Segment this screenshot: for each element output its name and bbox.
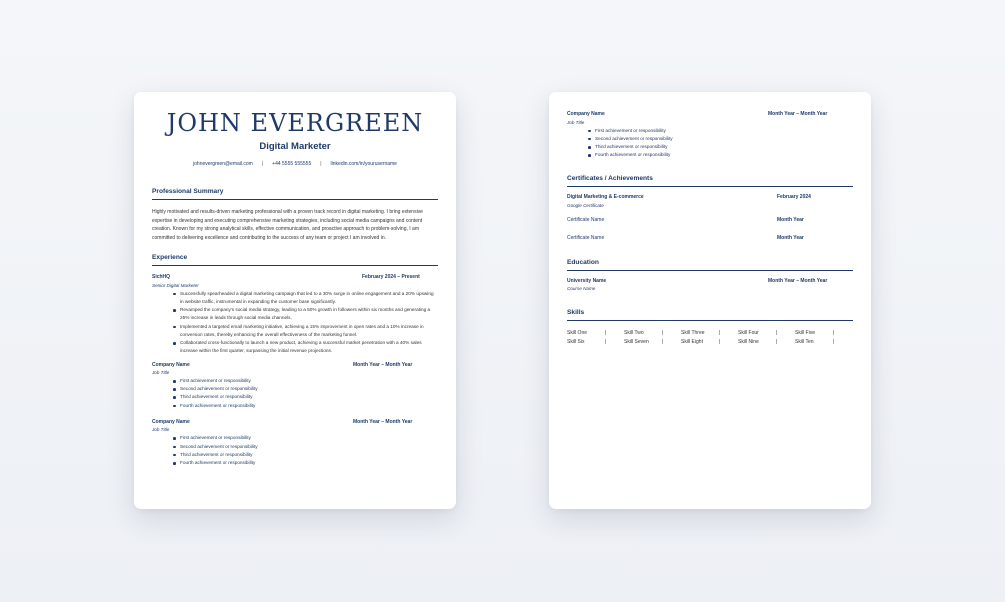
resume-page-2 xyxy=(549,92,871,509)
job-date: Month Year – Month Year xyxy=(353,361,413,368)
certificate-name: Certificate Name xyxy=(567,216,605,223)
job-bullet: Successfully spearheaded a digital marketing campaign that led to a 30% surge in online engagement and a 20% upswing in website traffic, instrumental in expanding the customer base significantly. xyxy=(173,290,438,306)
university-name: University Name xyxy=(567,277,607,284)
certificate-date: Month Year xyxy=(777,234,804,241)
education-heading: Education xyxy=(567,259,853,271)
job-bullet: Collaborated cross-functionally to launch a new product, achieving a successful market penetration with a 40% sales increase within the first quarter, surpassing the initial revenue projections. xyxy=(173,339,438,355)
job-company: Company Name xyxy=(567,111,605,117)
summary-heading: Professional Summary xyxy=(152,188,438,200)
contact-separator: | xyxy=(320,161,322,167)
education-date: Month Year – Month Year xyxy=(768,277,828,284)
job-bullet: First achievement or responsibility xyxy=(173,434,438,442)
course-name: Course Name xyxy=(567,286,596,292)
job-company: Company Name xyxy=(152,418,190,425)
education-entry xyxy=(567,278,853,292)
certificate-date: February 2024 xyxy=(777,194,811,201)
skill-item: Skill Ten | xyxy=(795,339,834,346)
certificates-heading: Certificates / Achievements xyxy=(567,175,853,187)
job-date: Month Year – Month Year xyxy=(768,111,828,117)
certificate-entry xyxy=(567,235,853,241)
skill-item: Skill Eight | xyxy=(681,339,720,346)
skill-item: Skill Seven | xyxy=(624,339,663,346)
candidate-role: Digital Marketer xyxy=(259,141,331,152)
job-bullet: First achievement or responsibility xyxy=(588,127,853,135)
job-bullet: Second achievement or responsibility xyxy=(588,135,853,143)
skills-heading: Skills xyxy=(567,309,853,321)
skill-item: Skill Nine | xyxy=(738,339,777,346)
job-title: Job Title xyxy=(152,427,170,433)
job-entry xyxy=(152,419,438,467)
job-date: Month Year – Month Year xyxy=(353,418,413,425)
job-bullet: Fourth achievement or responsibility xyxy=(173,459,438,467)
job-date: February 2024 – Present xyxy=(362,274,420,281)
certificate-issuer: Google Certificate xyxy=(567,202,604,208)
job-title: Senior Digital Marketer xyxy=(152,282,199,288)
experience-heading: Experience xyxy=(152,254,438,266)
job-entry xyxy=(567,111,853,159)
job-company: Company Name xyxy=(152,361,190,368)
job-bullet: Fourth achievement or responsibility xyxy=(173,402,438,410)
job-bullet: Third achievement or responsibility xyxy=(173,393,438,401)
certificate-entry xyxy=(567,217,853,223)
job-bullet: Second achievement or responsibility xyxy=(173,385,438,393)
resume-page-1 xyxy=(134,92,456,509)
job-bullet: Third achievement or responsibility xyxy=(588,143,853,151)
contact-linkedin[interactable]: linkedin.com/in/yourusername xyxy=(330,161,397,167)
job-company: SichHQ xyxy=(152,274,171,281)
job-bullet: Fourth achievement or responsibility xyxy=(588,151,853,159)
certificate-name: Digital Marketing & E-commerce xyxy=(567,194,644,201)
skill-item: Skill One | xyxy=(567,330,606,337)
job-entry xyxy=(152,274,438,355)
certificate-name: Certificate Name xyxy=(567,234,605,241)
certificate-date: Month Year xyxy=(777,216,804,223)
job-entry xyxy=(152,362,438,410)
skill-item: Skill Three | xyxy=(681,330,720,337)
contact-phone: +44 5555 555555 xyxy=(272,161,312,167)
skill-item: Skill Six | xyxy=(567,339,606,346)
certificate-entry xyxy=(567,194,853,208)
skill-item: Skill Five | xyxy=(795,330,834,337)
contact-email[interactable]: johnevergreen@email.com xyxy=(193,161,253,167)
job-bullet: Implemented a targeted email marketing initiative, achieving a 15% improvement in open rates and a 10% increase in conversion rates, thereby enhancing the overall effectiveness of the marketing funnel. xyxy=(173,323,438,339)
contact-separator: | xyxy=(261,161,264,167)
contact-line xyxy=(152,161,438,167)
job-bullet: First achievement or responsibility xyxy=(173,377,438,385)
summary-text: Highly motivated and results-driven marketing professional with a proven track record in digital marketing. I bring extensive expertise in developing and executing comprehensive marketing strategies, including social media campaigns and content creation. Known for my strong analytical skills, effective communication, and proactive approach to problem-solving, I am committed to delivering excellence and contributing to the success of any team or project I am involved in. xyxy=(152,209,423,241)
skills-grid xyxy=(567,330,853,345)
job-bullet: Revamped the company's social media strategy, leading to a 50% growth in followers within six months and generating a 25% increase in leads through social media channels. xyxy=(173,306,438,322)
job-bullet: Third achievement or responsibility xyxy=(173,451,438,459)
skill-item: Skill Four | xyxy=(738,330,777,337)
job-title: Job Title xyxy=(567,119,585,125)
skill-item: Skill Two | xyxy=(624,330,663,337)
candidate-name: JOHN EVERGREEN xyxy=(166,109,424,137)
job-bullet: Second achievement or responsibility xyxy=(173,443,438,451)
job-title: Job Title xyxy=(152,370,170,375)
